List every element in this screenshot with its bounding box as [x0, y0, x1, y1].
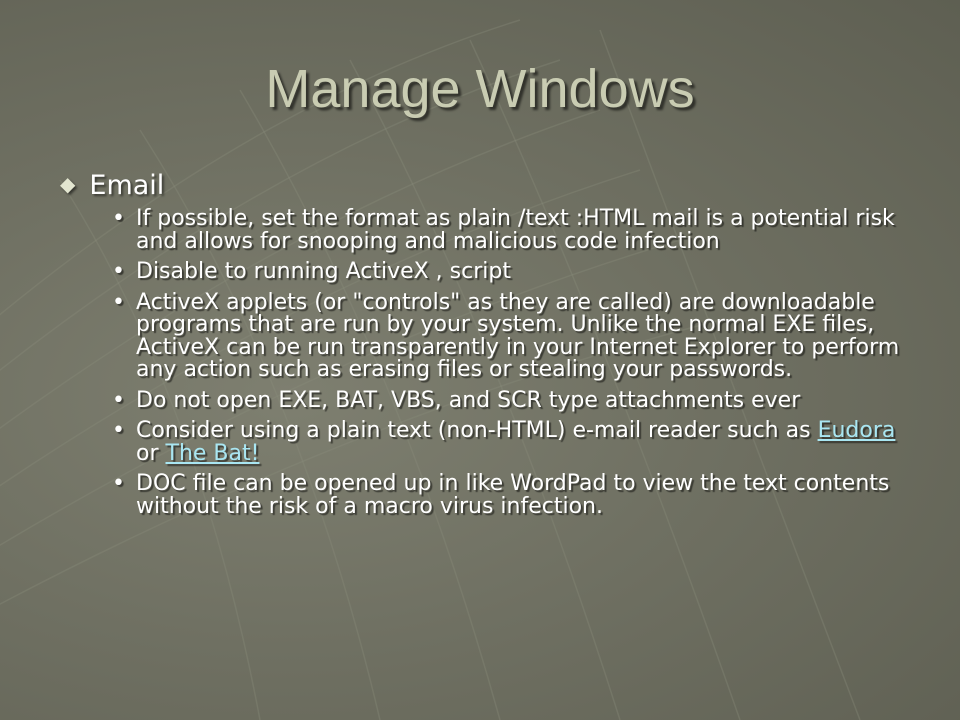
bullet-dot: •	[112, 387, 125, 413]
list-item	[110, 289, 900, 382]
list-item	[110, 420, 900, 465]
bullet-dot: •	[112, 471, 125, 496]
the-bat-link[interactable]: The Bat!	[165, 440, 260, 466]
heading-label: Email	[89, 170, 165, 201]
bullet-text-before: Consider using a plain text (non-HTML) e-mail reader such as	[136, 418, 818, 443]
list-item	[110, 473, 900, 518]
list-item	[110, 261, 900, 284]
eudora-link[interactable]: Eudora	[817, 418, 896, 443]
list-item	[110, 208, 900, 253]
bullet-text: DOC file can be opened up in like WordPad to view the text contents without the risk of a macro virus infection.	[136, 471, 890, 519]
section-heading	[60, 170, 164, 201]
bullet-text: If possible, set the format as plain /text :HTML mail is a potential risk and allows for snooping and malicious code infection	[136, 206, 895, 254]
bullet-dot: •	[112, 259, 125, 284]
bullet-text: Do not open EXE, BAT, VBS, and SCR type attachments ever	[136, 387, 801, 413]
slide-title: Manage Windows	[265, 59, 695, 119]
bullet-text: ActiveX applets (or "controls" as they are called) are downloadable programs that are run by your system. Unlike the normal EXE files, ActiveX can be run transparently in your Internet Explorer to perform any action such as erasing files or stealing your passwords.	[136, 289, 900, 382]
bullet-dot: •	[112, 206, 125, 231]
bullet-list	[110, 208, 900, 526]
bullet-text-middle: or	[136, 440, 166, 466]
list-item	[110, 387, 900, 413]
bullet-dot: •	[112, 289, 125, 315]
bullet-dot: •	[112, 418, 125, 443]
bullet-text: Disable to running ActiveX , script	[136, 259, 511, 284]
diamond-bullet-icon: ◆	[60, 172, 76, 196]
